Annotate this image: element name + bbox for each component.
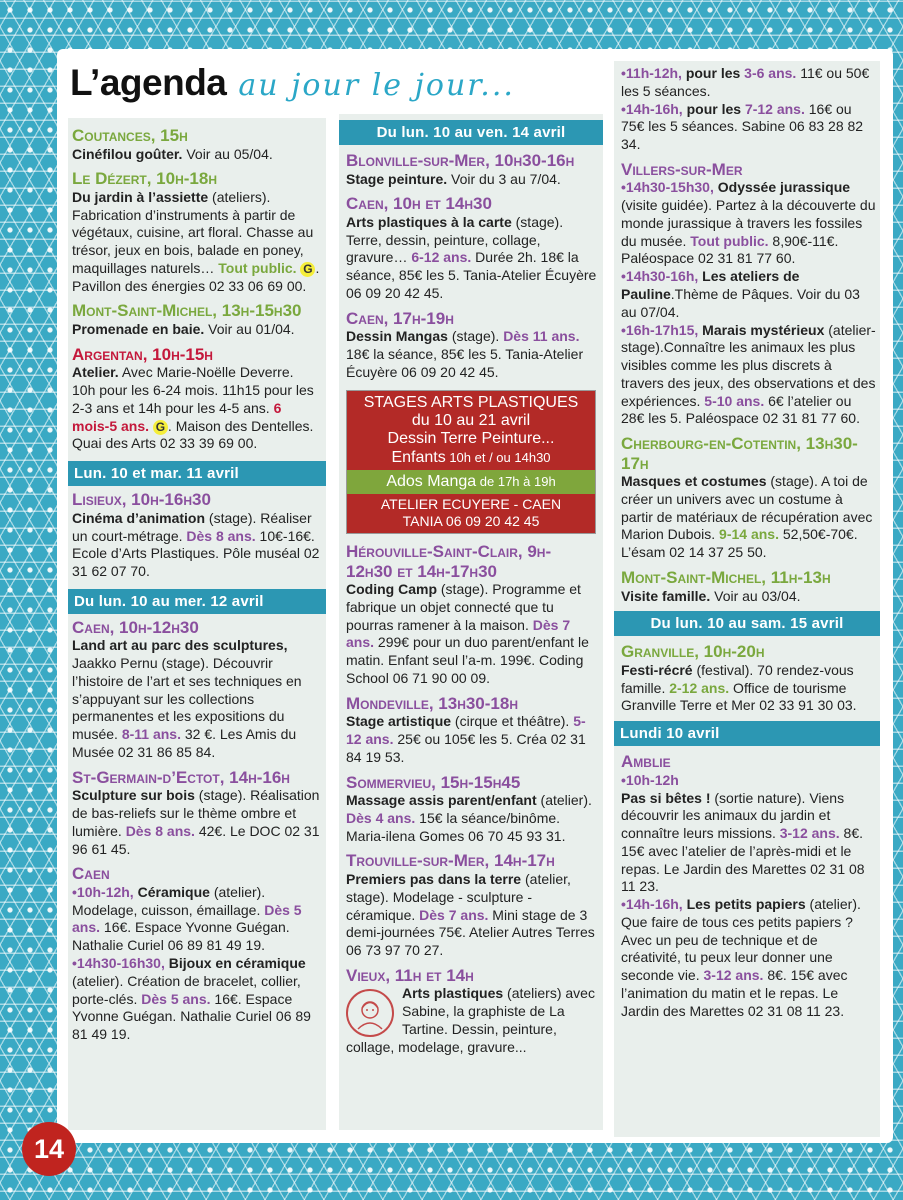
event-place: Caen (72, 864, 110, 884)
event-desc: Promenade en baie. Voir au 01/04. (72, 321, 295, 337)
ad-line: du 10 au 21 avril (411, 411, 531, 429)
title-main: L’agenda (70, 62, 227, 103)
free-badge: G (153, 420, 168, 435)
event-place: Lisieux, 10h-16h30 (72, 490, 211, 510)
event-place: Hérouville-Saint-Clair, 9h-12h30 et 14h-17h30 (346, 542, 552, 581)
ad-line: Enfants 10h et / ou 14h30 (391, 448, 551, 466)
column-1 (68, 118, 326, 1130)
event-desc: •14h30-15h30, Odyssée jurassique (visite guidée). Partez à la découverte du monde jurassique à travers les fossiles du musée. Tout public. 8,90€-11€. Paléospace 02 31 81 77 60. (621, 179, 876, 267)
column-2 (339, 114, 603, 1130)
date-band: Du lun. 10 au mer. 12 avril (68, 589, 326, 614)
event-desc: •16h-17h15, Marais mystérieux (atelier-stage).Connaître les animaux les plus visibles comme les plus discrets à travers des jeux, des observations et des expériences. 5-10 ans. 6€ l’atelier ou 28€ les 5. Paléospace 02 31 81 77 60. (621, 321, 876, 427)
ad-line: ATELIER ECUYERE - CAEN TANIA 06 09 20 42 45 (380, 496, 562, 530)
event-desc: Premiers pas dans la terre (atelier, stage). Modelage - sculpture - céramique. Dès 7 ans. Mini stage de 3 demi-journées 75€. Atelier Autres Terres 06 73 97 70 27. (346, 870, 595, 959)
date-band: Du lun. 10 au sam. 15 avril (614, 611, 880, 636)
ad-line: STAGES ARTS PLASTIQUES (363, 393, 579, 411)
event-desc: •11h-12h, pour les 3-6 ans. 11€ ou 50€ les 5 séances. (621, 65, 870, 99)
event-desc: Visite famille. Voir au 03/04. (621, 587, 801, 604)
event-place: Mondeville, 13h30-18h (346, 693, 518, 713)
event-desc: •14h-16h, Les petits papiers (atelier). Que faire de tous ces petits papiers ? Avec un peu de technique et de créativité, tu peux leur donner une seconde vie. 3-12 ans. 8€. 15€ avec l’animation du matin et le repas. Le Jardin des Marettes 02 31 08 11 23. (621, 896, 861, 1019)
date-band: Lun. 10 et mar. 11 avril (68, 461, 326, 486)
event-place: Argentan, 10h-15h (72, 344, 213, 364)
event-desc: •14h30-16h, Les ateliers de Pauline.Thème de Pâques. Voir du 03 au 07/04. (621, 268, 860, 320)
event-desc: Sculpture sur bois (stage). Réalisation de bas-reliefs sur le thème ombre et lumière. Dès 8 ans. 42€. Le DOC 02 31 96 61 45. (72, 787, 320, 857)
event-desc: Coding Camp (stage). Programme et fabrique un objet connecté que tu pourras ramener à la maison. Dès 7 ans. 299€ pour un duo parent/enfant le matin. Enfant seul l’a-m. 199€. Coding School 06 71 90 00 09. (346, 581, 589, 686)
event-place: Caen, 17h-19h (346, 308, 454, 328)
title-script: au jour le jour... (238, 68, 515, 103)
event-place: Caen, 10h et 14h30 (346, 194, 492, 214)
event-desc: •14h30-16h30, Bijoux en céramique (atelier). Création de bracelet, collier, porte-clés. Dès 5 ans. 16€. Espace Yvonne Guégan. Nathalie Curiel 06 89 81 49 19. (72, 954, 311, 1043)
event-place: Caen, 10h-12h30 (72, 617, 199, 637)
event-place: Le Dézert, 10h-18h (72, 169, 217, 189)
event-desc: Land art au parc des sculptures, Jaakko Pernu (stage). Découvrir l’histoire de l’art et ses techniques en s’appuyant sur les collections permanentes et les expositions du musée. 8-11 ans. 32 €. Les Amis du Musée 02 31 86 85 84. (72, 637, 302, 760)
event-desc: Cinéfilou goûter. Voir au 05/04. (72, 145, 273, 162)
event-place: Sommervieu, 15h-15h45 (346, 772, 521, 792)
advertisement (346, 390, 596, 534)
page-title (70, 60, 515, 110)
event-desc: •10h-12h Pas si bêtes ! (sortie nature). Viens découvrir les animaux du jardin et connaître leurs missions. 3-12 ans. 8€. 15€ avec l’atelier de l’après-midi et le repas. Le Jardin des Marettes 02 31 08 11 23. (621, 771, 865, 895)
event-desc: Stage peinture. Voir du 3 au 7/04. (346, 170, 561, 187)
event-desc: Atelier. Avec Marie-Noëlle Deverre. 10h pour les 6-24 mois. 11h15 pour les 2-3 ans et 14h pour les 4-5 ans. 6 mois-5 ans. G . Maison des Dentelles. Quai des Arts 02 33 39 69 00. (72, 364, 314, 452)
event-place: Mont-Saint-Michel, 11h-13h (621, 568, 831, 588)
event-place: Coutances, 15h (72, 126, 188, 145)
date-band: Du lun. 10 au ven. 14 avril (339, 120, 603, 145)
event-place: Vieux, 11h et 14h (346, 965, 474, 985)
event-desc: Masques et costumes (stage). A toi de créer un univers avec un costume à partir de matériaux de récupération avec Marion Dubois. 9-14 ans. 52,50€-70€. L’ésam 02 14 37 25 50. (621, 473, 873, 561)
ad-line: Ados Manga de 17h à 19h (347, 470, 595, 494)
event-place: Cherbourg-en-Cotentin, 13h30-17h (621, 434, 858, 473)
ad-line: Dessin Terre Peinture... (387, 430, 555, 448)
event-desc: Arts plastiques (ateliers) avec Sabine, la graphiste de La Tartine. Dessin, peinture, collage, modelage, gravure... (346, 985, 595, 1055)
event-place: Granville, 10h-20h (621, 642, 765, 662)
event-desc: •14h-16h, pour les 7-12 ans. 16€ ou 75€ les 5 séances. Sabine 06 83 28 82 34. (621, 100, 864, 153)
event-desc: •10h-12h, Céramique (atelier). Modelage, cuisson, émaillage. Dès 5 ans. 16€. Espace Yvonne Guégan. Nathalie Curiel 06 89 81 49 19. (72, 883, 302, 954)
page-number: 14 (22, 1122, 76, 1176)
column-3 (614, 61, 880, 1137)
date-band: Lundi 10 avril (614, 721, 880, 746)
event-desc: Massage assis parent/enfant (atelier). Dès 4 ans. 15€ la séance/binôme. Maria-ilena Gomes 06 70 45 93 31. (346, 792, 592, 844)
event-desc: Arts plastiques à la carte (stage). Terre, dessin, peinture, collage, gravure… 6-12 ans. Durée 2h. 18€ la séance, 85€ les 5. Tania-Atelier Écuyère 06 09 20 42 45. (346, 213, 597, 301)
event-desc: Dessin Mangas (stage). Dès 11 ans. 18€ la séance, 85€ les 5. Tania-Atelier Écuyère 06 09 20 42 45. (346, 328, 584, 380)
event-place: Blonville-sur-Mer, 10h30-16h (346, 151, 575, 171)
event-desc: Cinéma d’animation (stage). Réaliser un court-métrage. Dès 8 ans. 10€-16€. Ecole d’Arts Plastiques. Pôle muséal 02 31 62 07 70. (72, 509, 320, 580)
free-badge: G (300, 262, 315, 277)
illustrator-avatar-icon (346, 989, 394, 1037)
event-place: St-Germain-d’Ectot, 14h-16h (72, 767, 290, 787)
event-desc: Stage artistique (cirque et théâtre). 5-12 ans. 25€ ou 105€ les 5. Créa 02 31 84 19 53. (346, 713, 586, 765)
event-place: Amblie (621, 752, 671, 772)
event-place: Villers-sur-Mer (621, 159, 743, 179)
event-desc: Festi-récré (festival). 70 rendez-vous famille. 2-12 ans. Office de tourisme Granville Terre et Mer 02 33 91 30 03. (621, 661, 857, 714)
event-place: Trouville-sur-Mer, 14h-17h (346, 851, 555, 871)
event-desc: Du jardin à l’assiette (ateliers). Fabrication d’instruments à partir de végétaux, cuisine, art floral. Chasse au trésor, jeux en bois, balade en poney, maquillages naturels… Tout public. G . Pavillon des énergies 02 33 06 69 00. (72, 188, 320, 294)
event-place: Mont-Saint-Michel, 13h-15h30 (72, 301, 302, 321)
